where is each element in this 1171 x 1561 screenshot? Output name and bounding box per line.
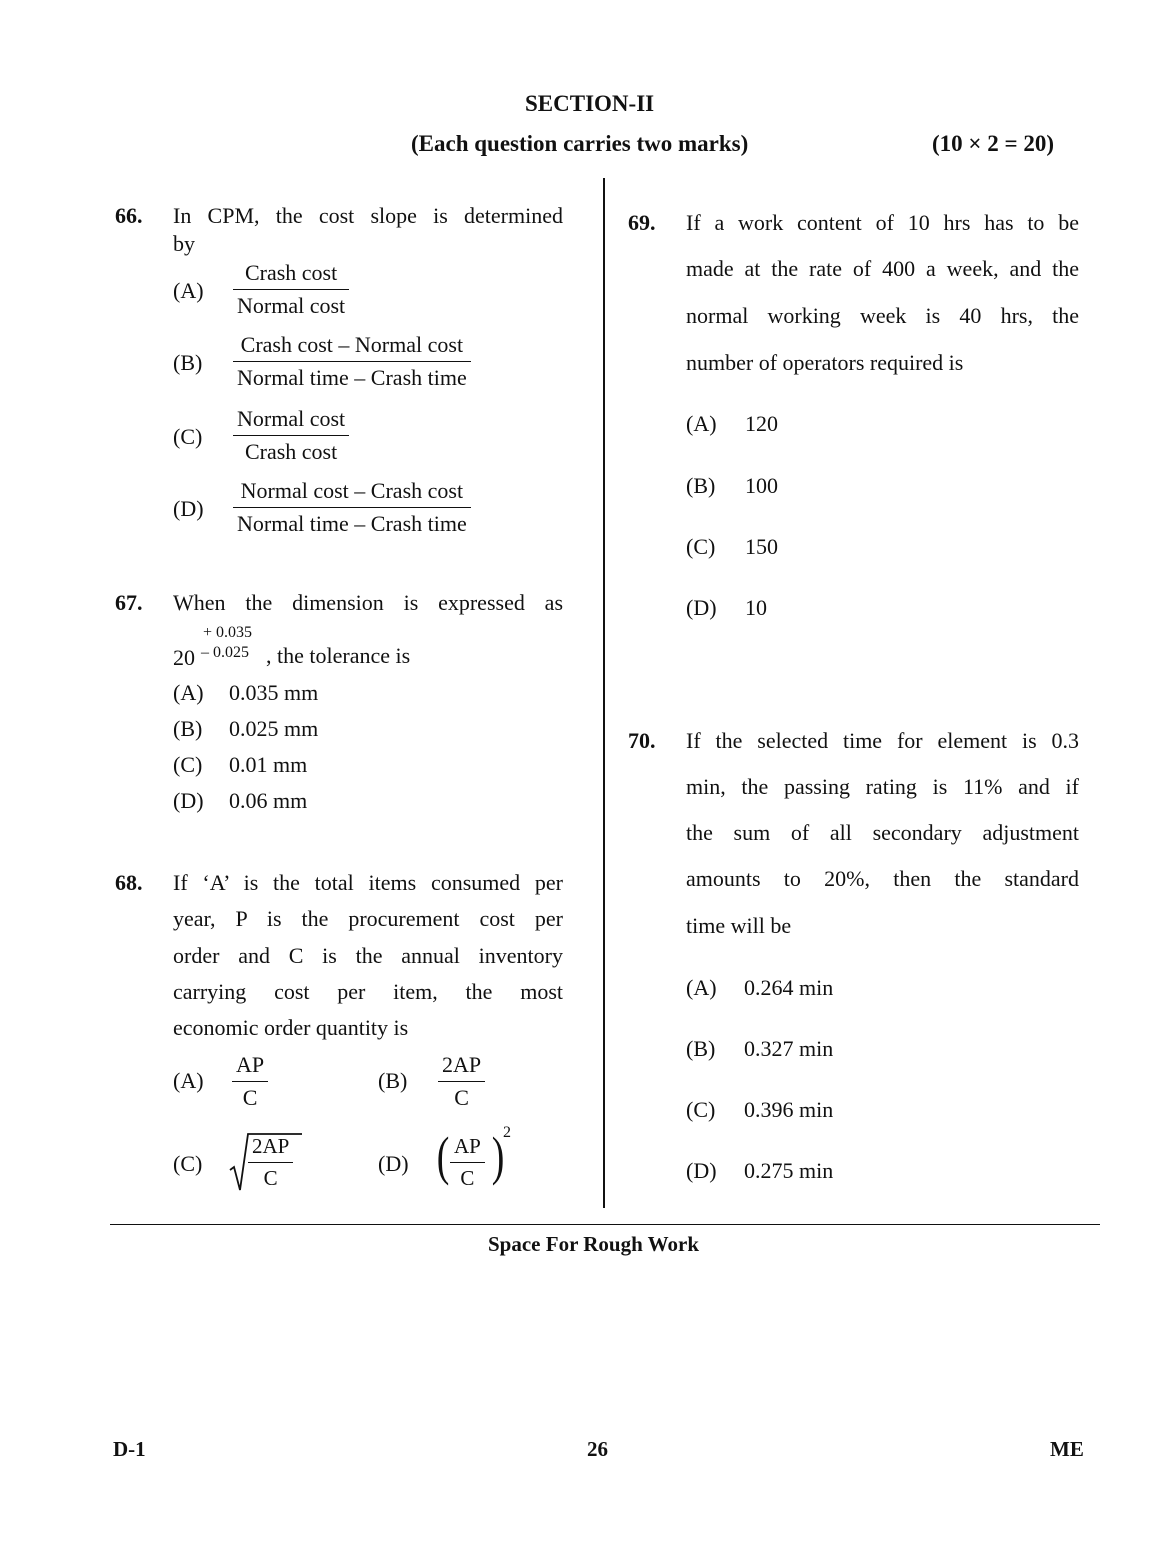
q66-option-b-label: (B) [173,350,203,375]
q69-text-line1: If a work content of 10 hrs has to be [686,210,1079,235]
q66-option-b-denominator: Normal time – Crash time [237,365,467,390]
q66-option-c-denominator: Crash cost [244,439,338,464]
q69-option-c-label: (C) [686,534,716,559]
q66-text-line1: In CPM, the cost slope is determined [173,203,563,228]
q66-option-d-denominator: Normal time – Crash time [237,511,467,536]
q66-option-d-label: (D) [173,496,204,521]
left-parenthesis-icon: ( [436,1126,450,1186]
q70-text-line2: min, the passing rating is 11% and if [686,774,1079,799]
q70-number: 70. [628,728,656,753]
section-instruction: (Each question carries two marks) [411,131,749,156]
q68-option-d-exponent: 2 [503,1124,511,1141]
q67-option-d-text: 0.06 mm [229,788,308,813]
q69-text-line2: made at the rate of 400 a week, and the [686,256,1079,281]
q68-option-b-numerator: 2AP [442,1052,482,1077]
q70-option-b-text: 0.327 min [744,1036,834,1061]
q67-tolerance-upper: + 0.035 [203,624,253,641]
right-parenthesis-icon: ) [491,1126,505,1186]
q66-option-d-fraction [233,478,471,537]
q67-option-c-label: (C) [173,752,203,777]
q69-option-d-label: (D) [686,595,717,620]
q67-option-a-text: 0.035 mm [229,680,319,705]
q68-option-b-denominator: C [454,1085,469,1110]
q68-option-d-denominator: C [460,1166,475,1190]
q67-text-tail: , the tolerance is [266,643,411,668]
q70-option-a-label: (A) [686,975,717,1000]
q67-option-b-text: 0.025 mm [229,716,319,741]
page-number: 26 [587,1437,608,1461]
q68-option-c-denominator: C [263,1166,278,1190]
q67-option-a-label: (A) [173,680,204,705]
q69-option-a-label: (A) [686,411,717,436]
q69-number: 69. [628,210,656,235]
q69-text-line3: normal working week is 40 hrs, the [686,303,1079,328]
q66-option-c-label: (C) [173,424,203,449]
q68-text-line5: economic order quantity is [173,1015,409,1040]
q66-option-a-numerator: Crash cost [244,260,338,285]
q68-option-d-fraction [450,1134,485,1191]
q68-option-c-fraction [248,1134,293,1191]
q66-option-a-label: (A) [173,278,204,303]
q66-option-d-numerator: Normal cost – Crash cost [240,478,464,503]
q67-option-b-label: (B) [173,716,203,741]
q70-option-b-label: (B) [686,1036,716,1061]
section-title: SECTION-II [525,91,655,116]
q66-option-c-numerator: Normal cost [237,406,346,431]
q68-option-a-label: (A) [173,1068,204,1093]
q67-tolerance-lower: – 0.025 [201,644,249,661]
section-marks: (10 × 2 = 20) [932,131,1055,156]
q67-text-line1: When the dimension is expressed as [173,590,563,615]
q66-option-c-fraction [233,406,349,465]
q66-option-b-numerator: Crash cost – Normal cost [240,332,464,357]
q66-option-a-fraction [233,260,349,319]
q68-number: 68. [115,870,143,895]
q69-option-a-text: 120 [745,411,778,436]
q70-text-line4: amounts to 20%, then the standard [686,866,1079,891]
q70-option-d-label: (D) [686,1158,717,1183]
q69-option-b-label: (B) [686,473,716,498]
q70-text-line3: the sum of all secondary adjustment [686,820,1079,845]
q68-option-a-denominator: C [242,1085,258,1110]
q68-text-line2: year, P is the procurement cost per [173,906,563,931]
q70-text-line5: time will be [686,913,792,938]
rough-work-label: Space For Rough Work [488,1232,700,1256]
q66-text-line2: by [173,231,195,256]
q69-option-b-text: 100 [745,473,778,498]
q67-option-d-label: (D) [173,788,204,813]
q67-number: 67. [115,590,143,615]
q68-text-line1: If ‘A’ is the total items consumed per [173,870,563,895]
q70-option-d-text: 0.275 min [744,1158,834,1183]
footer-code-left: D-1 [113,1437,146,1461]
q70-text-line1: If the selected time for element is 0.3 [686,728,1079,753]
q67-option-c-text: 0.01 mm [229,752,308,777]
q68-option-c-numerator: 2AP [252,1134,290,1158]
q70-option-c-text: 0.396 min [744,1097,834,1122]
rough-work-divider [110,1224,1100,1225]
q68-option-a-numerator: AP [236,1052,265,1077]
q66-number: 66. [115,203,143,228]
q66-option-b-fraction [233,332,471,391]
q67-dimension-base: 20 [173,645,195,670]
q70-option-c-label: (C) [686,1097,716,1122]
q68-text-line4: carrying cost per item, the most [173,979,563,1004]
q68-option-d-label: (D) [378,1151,409,1176]
q68-option-c-label: (C) [173,1151,203,1176]
q69-option-c-text: 150 [745,534,778,559]
q68-text-line3: order and C is the annual inventory [173,943,563,968]
q70-option-a-text: 0.264 min [744,975,834,1000]
q69-option-d-text: 10 [745,595,767,620]
column-divider [603,178,605,1208]
q68-option-b-fraction [438,1052,485,1111]
q69-text-line4: number of operators required is [686,350,964,375]
q66-option-a-denominator: Normal cost [237,293,346,318]
q68-option-d-numerator: AP [454,1134,481,1158]
footer-code-right: ME [1050,1437,1084,1461]
q68-option-a-fraction [232,1052,268,1111]
q68-option-b-label: (B) [378,1068,408,1093]
